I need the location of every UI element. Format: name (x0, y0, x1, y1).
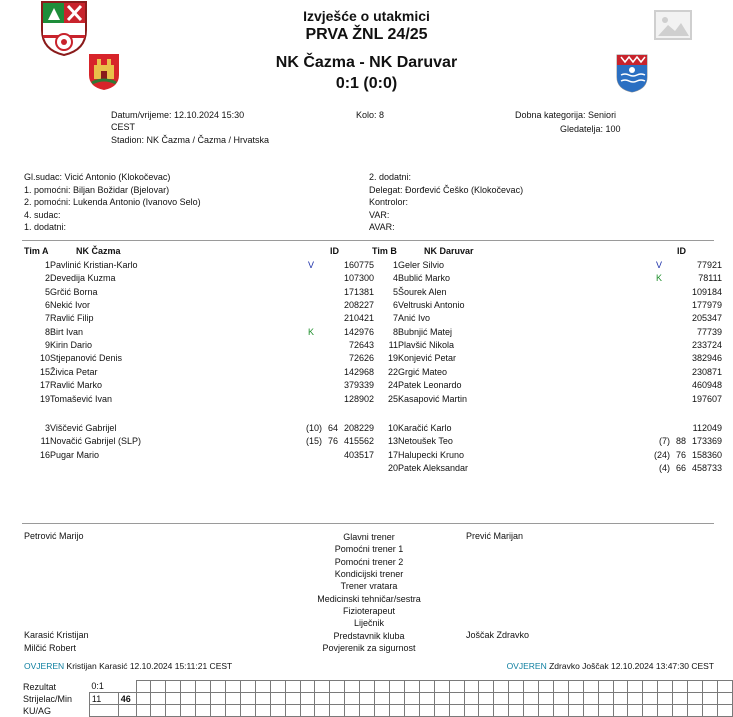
stats-cell (89, 705, 118, 717)
stats-cell (315, 693, 330, 705)
stats-cell (494, 681, 509, 693)
team-a-player-name: Pavlinić Kristian-Karlo (50, 260, 138, 270)
stats-cell (270, 705, 285, 717)
stats-cell (658, 705, 673, 717)
match-datetime: Datum/vrijeme: 12.10.2024 15:30 (111, 110, 245, 120)
team-b-player-name: Patek Aleksandar (398, 463, 469, 474)
stats-cell (688, 693, 703, 705)
stats-cell (479, 681, 494, 693)
stats-cell (136, 693, 151, 705)
stats-cell (613, 681, 628, 693)
team-b-player-name: Anić Ivo (398, 313, 431, 324)
stats-cell (449, 705, 464, 717)
team-a-player-name: Živica Petar (50, 366, 98, 377)
stats-cell (553, 693, 568, 705)
team-b-player-number: 1 (392, 260, 398, 270)
stats-cell (375, 705, 390, 717)
stats-cell (598, 705, 613, 717)
stats-cell (539, 681, 554, 693)
team-a-player-id: 142968 (343, 366, 374, 377)
stats-cell (360, 705, 375, 717)
divider (22, 240, 714, 241)
stats-cell (583, 705, 598, 717)
stats-cell (196, 693, 211, 705)
stats-cell (717, 705, 732, 717)
team-a-player-id: 72626 (348, 353, 374, 364)
team-b-player-number: 13 (387, 436, 398, 447)
team-b-player-id: 197607 (691, 393, 722, 404)
team-b-player-number: 5 (392, 286, 398, 297)
stats-cell (211, 705, 226, 717)
verified-status: OVJEREN (24, 661, 65, 671)
match-title: NK Čazma - NK Daruvar (275, 54, 458, 71)
official-additional-2: 2. dodatni: (369, 172, 412, 182)
team-b-player-id: 77921 (696, 260, 722, 270)
stats-cell (598, 681, 613, 693)
official-var: VAR: (369, 209, 390, 220)
stats-cell (211, 693, 226, 705)
stats-cell (166, 705, 181, 717)
team-a-player-id: 208229 (343, 423, 374, 433)
team-b-player-role: V (656, 260, 663, 270)
stats-cell (524, 705, 539, 717)
match-timezone: CEST (111, 122, 136, 132)
stats-cell (389, 705, 404, 717)
stats-cell (181, 705, 196, 717)
stats-cell (598, 693, 613, 705)
stats-cell (330, 693, 345, 705)
stats-cell (136, 681, 151, 693)
team-a-player-name: Devedija Kuzma (50, 273, 116, 284)
team-b-sub-minute: 66 (675, 463, 686, 474)
team-a-player-name: Pugar Mario (50, 449, 100, 460)
stats-cell (524, 693, 539, 705)
team-b-player-name: Veltruski Antonio (398, 300, 465, 311)
verification-left (24, 661, 232, 671)
team-b-player-name: Grgić Mateo (398, 366, 448, 377)
team-a-player-number: 15 (39, 366, 50, 377)
staff-role-label: Predstavnik kluba (333, 630, 405, 641)
team-b-player-number: 4 (392, 273, 398, 284)
team-a-player-name: Ravlić Marko (50, 380, 103, 391)
team-b-player-number: 8 (392, 326, 398, 337)
match-stadium: Stadion: NK Čazma / Čazma / Hrvatska (111, 135, 270, 145)
team-b-player-name: Halupecki Kruno (398, 449, 465, 460)
team-a-player-name: Ravlić Filip (50, 313, 94, 324)
match-score: 0:1 (0:0) (335, 75, 398, 92)
team-b-player-id: 78111 (698, 273, 722, 284)
team-b-player-id: 382946 (691, 353, 722, 364)
spectators: Gledatelja: 100 (560, 124, 621, 134)
stats-cell (568, 681, 583, 693)
team-a-name: NK Čazma (76, 246, 121, 256)
stats-cell (389, 681, 404, 693)
stats-cell (583, 681, 598, 693)
team-a-player-number: 8 (44, 326, 50, 337)
stats-cell (330, 705, 345, 717)
staff-role-label: Liječnik (353, 618, 384, 629)
stats-cell (509, 693, 524, 705)
stats-cell (434, 693, 449, 705)
team-b-representative: Joščak Zdravko (466, 630, 530, 640)
stats-row (22, 705, 733, 717)
team-a-sub-for: (15) (305, 436, 322, 447)
stats-row-label: Strijelac/Min (23, 693, 73, 704)
official-assistant-2: 2. pomoćni: Lukenda Antonio (Ivanovo Selo) (24, 197, 201, 207)
stats-cell (419, 705, 434, 717)
team-b-player-number: 20 (387, 463, 398, 474)
stats-cell (434, 681, 449, 693)
stats-cell (479, 693, 494, 705)
team-a-player-number: 11 (40, 436, 50, 447)
stats-cell (166, 681, 181, 693)
stats-cell (285, 705, 300, 717)
stats-cell (643, 681, 658, 693)
team-b-player-id: 460948 (691, 380, 722, 391)
stats-cell (628, 693, 643, 705)
stats-cell (211, 681, 226, 693)
team-b-player-name: Geler Silvio (398, 260, 445, 270)
match-stats-grid (22, 680, 733, 717)
team-b-sub-minute: 76 (675, 449, 686, 460)
stats-cell (270, 681, 285, 693)
stats-cell (703, 681, 718, 693)
stats-row (22, 681, 733, 693)
team-a-player-number: 7 (44, 313, 50, 324)
stats-cell (464, 705, 479, 717)
stats-cell (688, 681, 703, 693)
stats-row-label: Rezultat (23, 681, 57, 692)
team-b-player-name: Karačić Karlo (398, 423, 452, 433)
stats-cell (449, 681, 464, 693)
team-a-player-id: 160775 (343, 260, 374, 270)
team-b-player-name: Netoušek Teo (398, 436, 453, 447)
team-a-player-name: Kirin Dario (50, 340, 93, 351)
staff-roles (0, 531, 733, 654)
team-a-id-header: ID (330, 246, 339, 256)
stats-cell (658, 681, 673, 693)
stats-cell (345, 681, 360, 693)
team-b-id-header: ID (677, 246, 686, 256)
officials-right (369, 171, 523, 234)
stats-cell (613, 705, 628, 717)
team-b-player-name: Bublić Marko (398, 273, 451, 284)
stats-cell (255, 693, 270, 705)
stats-cell (404, 693, 419, 705)
stats-cell (419, 693, 434, 705)
stats-cell (509, 681, 524, 693)
stats-cell (270, 693, 285, 705)
team-a-security: Milčić Robert (24, 643, 77, 653)
team-b-player-name: Šourek Alen (398, 286, 447, 297)
stats-cell (673, 705, 688, 717)
report-title: Izvješće o utakmici (303, 8, 430, 24)
stats-cell (118, 681, 136, 693)
team-b-player-id: 173369 (691, 436, 722, 447)
stats-cell (315, 705, 330, 717)
team-a-player-role: K (308, 326, 315, 337)
stats-cell (345, 705, 360, 717)
team-a-player-name: Novačić Gabrijel (SLP) (50, 436, 142, 447)
verified-by: Kristijan Karasić 12.10.2024 15:11:21 CEST (66, 661, 233, 671)
stats-cell (553, 681, 568, 693)
official-fourth: 4. sudac: (24, 209, 61, 220)
stats-cell (717, 681, 732, 693)
official-additional-1: 1. dodatni: (24, 222, 67, 232)
team-b-name: NK Daruvar (424, 246, 474, 256)
stats-cell (703, 705, 718, 717)
stats-cell (118, 705, 136, 717)
stats-cell (360, 693, 375, 705)
team-a-player-id: 379339 (343, 380, 374, 391)
team-a-player-number: 6 (44, 300, 50, 311)
team-a-player-number: 1 (44, 260, 50, 270)
stats-cell (509, 705, 524, 717)
team-b-sub-minute: 88 (675, 436, 686, 447)
staff-role-label: Povjerenik za sigurnost (322, 643, 416, 654)
stats-cell (479, 705, 494, 717)
team-b-player-id: 205347 (691, 313, 722, 324)
stats-cell (166, 693, 181, 705)
team-a-player-id: 142976 (343, 326, 374, 337)
stats-cell (330, 681, 345, 693)
stats-cell (136, 705, 151, 717)
team-b-player-name: Bubnjić Matej (398, 326, 453, 337)
stats-cell (494, 705, 509, 717)
team-a-player-number: 2 (44, 273, 50, 284)
stats-row (22, 693, 733, 705)
team-a-sub-minute: 64 (327, 423, 338, 433)
team-a-representative: Karasić Kristijan (24, 630, 89, 640)
team-a-player-id: 171381 (343, 286, 374, 297)
stats-cell (717, 693, 732, 705)
stats-cell (255, 681, 270, 693)
stats-cell (539, 693, 554, 705)
team-b-sub-for: (4) (659, 463, 670, 474)
stats-cell (673, 681, 688, 693)
officials-left (24, 171, 201, 234)
official-delegate: Delegat: Đorđević Češko (Klokočevac) (369, 184, 524, 195)
team-a-player-id: 128902 (343, 393, 374, 404)
team-b-player-number: 22 (387, 366, 398, 377)
verification-right (507, 661, 714, 671)
stats-cell (539, 705, 554, 717)
team-b-sub-for: (7) (659, 436, 670, 447)
stats-cell (375, 681, 390, 693)
stats-cell (300, 681, 315, 693)
stats-cell (240, 693, 255, 705)
stats-row-label: KU/AG (23, 705, 52, 716)
stats-cell (628, 681, 643, 693)
team-b-player-number: 17 (387, 449, 398, 460)
divider (22, 523, 714, 524)
team-b-player-name: Kasapović Martin (398, 393, 468, 404)
stats-cell (345, 693, 360, 705)
team-b-player-name: Konjević Petar (398, 353, 457, 364)
team-b-label: Tim B (372, 246, 397, 256)
team-a-player-id: 403517 (343, 449, 374, 460)
stats-cell (404, 681, 419, 693)
team-a-player-number: 19 (39, 393, 50, 404)
stats-cell (524, 681, 539, 693)
team-b-sub-for: (24) (653, 449, 670, 460)
team-b-player-name: Patek Leonardo (398, 380, 462, 391)
stats-cell (613, 693, 628, 705)
stats-cell (643, 693, 658, 705)
stats-cell (315, 681, 330, 693)
stats-cell (151, 681, 166, 693)
team-b-head-coach: Prević Marijan (466, 531, 524, 541)
verified-by: Zdravko Joščak 12.10.2024 13:47:30 CEST (549, 661, 714, 671)
staff-role-label: Glavni trener (343, 532, 395, 542)
stats-cell (240, 705, 255, 717)
stats-cell (404, 705, 419, 717)
official-referee: Gl.sudac: Vicić Antonio (Klokočevac) (24, 172, 171, 182)
stats-cell (494, 693, 509, 705)
team-a-head-coach: Petrović Marijo (24, 531, 84, 541)
stats-cell (464, 681, 479, 693)
team-a-player-number: 9 (44, 340, 50, 351)
team-b-player-id: 158360 (691, 449, 722, 460)
team-b-player-id: 109184 (691, 286, 722, 297)
stats-cell (643, 705, 658, 717)
team-a-player-number: 3 (44, 423, 50, 433)
stats-cell (703, 693, 718, 705)
team-a-sub-minute: 76 (327, 436, 338, 447)
stats-cell (464, 693, 479, 705)
team-b-player-number: 7 (392, 313, 398, 324)
stats-cell (658, 693, 673, 705)
team-a-player-name: Stjepanović Denis (50, 353, 123, 364)
stats-cell (181, 681, 196, 693)
stats-cell (360, 681, 375, 693)
team-b-player-id: 458733 (691, 463, 722, 474)
stats-cell (583, 693, 598, 705)
team-b-player-number: 19 (387, 353, 398, 364)
staff-role-label: Pomoćni trener 2 (334, 556, 404, 567)
official-assistant-1: 1. pomoćni: Biljan Božidar (Bjelovar) (24, 184, 170, 195)
staff-role-label: Fizioterapeut (342, 606, 396, 617)
stats-cell (568, 705, 583, 717)
team-b-player-id: 77739 (696, 326, 722, 337)
team-b-player-number: 6 (392, 300, 398, 311)
stats-cell (226, 681, 241, 693)
stats-cell (255, 705, 270, 717)
team-b-player-role: K (656, 273, 663, 284)
stats-cell (628, 705, 643, 717)
team-a-player-name: Tomašević Ivan (50, 393, 113, 404)
stats-cell (240, 681, 255, 693)
team-a-player-id: 210421 (343, 313, 374, 324)
team-a-player-name: Grčić Borna (50, 286, 98, 297)
team-a-player-id: 208227 (343, 300, 374, 311)
stats-cell (151, 693, 166, 705)
stats-cell (449, 693, 464, 705)
team-a-sub-for: (10) (305, 423, 322, 433)
team-b-player-number: 10 (387, 423, 398, 433)
team-b-player-number: 11 (388, 340, 398, 351)
stats-cell (196, 681, 211, 693)
stats-cell (568, 693, 583, 705)
stats-cell (673, 693, 688, 705)
team-a-player-id: 415562 (343, 436, 374, 447)
stats-cell (226, 693, 241, 705)
official-avar: AVAR: (369, 222, 395, 232)
stats-cell (285, 681, 300, 693)
stats-cell (300, 705, 315, 717)
team-a-player-number: 16 (39, 449, 50, 460)
staff-role-label: Pomoćni trener 1 (334, 544, 404, 555)
team-a-label: Tim A (24, 246, 49, 256)
age-category: Dobna kategorija: Seniori (515, 110, 617, 120)
team-a-player-role: V (308, 260, 315, 270)
team-a-player-name: Birt Ivan (50, 326, 84, 337)
stats-cell (553, 705, 568, 717)
team-a-player-number: 17 (39, 380, 50, 391)
competition-title: PRVA ŽNL 24/25 (305, 26, 428, 43)
stats-cell (688, 705, 703, 717)
team-a-player-id: 72643 (348, 340, 374, 351)
stats-cell (434, 705, 449, 717)
stats-cell: 11 (89, 693, 118, 705)
match-round: Kolo: 8 (356, 110, 385, 120)
stats-cell: 46 (118, 693, 136, 705)
team-a-player-name: Viščević Gabrijel (50, 423, 117, 433)
stats-cell (226, 705, 241, 717)
stats-cell (151, 705, 166, 717)
team-b-player-number: 25 (387, 393, 398, 404)
team-a-player-number: 5 (44, 286, 50, 297)
team-b-player-id: 233724 (691, 340, 722, 351)
verified-status: OVJEREN (506, 661, 547, 671)
team-a-player-number: 10 (39, 353, 50, 364)
stats-cell: 0:1 (91, 681, 104, 692)
team-b-player-id: 112049 (692, 423, 722, 433)
staff-role-label: Trener vratara (340, 581, 398, 592)
official-controller: Kontrolor: (369, 197, 409, 207)
stats-cell (181, 693, 196, 705)
team-b-player-number: 24 (387, 380, 398, 391)
stats-cell (419, 681, 434, 693)
stats-cell (285, 693, 300, 705)
staff-role-label: Medicinski tehničar/sestra (317, 593, 421, 604)
team-a-player-id: 107300 (343, 273, 374, 284)
stats-cell (389, 693, 404, 705)
team-b-player-id: 230871 (691, 366, 722, 377)
team-a-player-name: Nekić Ivor (50, 300, 91, 311)
team-b-player-id: 177979 (691, 300, 722, 311)
staff-role-label: Kondicijski trener (334, 569, 404, 580)
stats-cell (196, 705, 211, 717)
stats-cell (375, 693, 390, 705)
team-b-player-name: Plavšić Nikola (398, 340, 455, 351)
stats-cell (300, 693, 315, 705)
